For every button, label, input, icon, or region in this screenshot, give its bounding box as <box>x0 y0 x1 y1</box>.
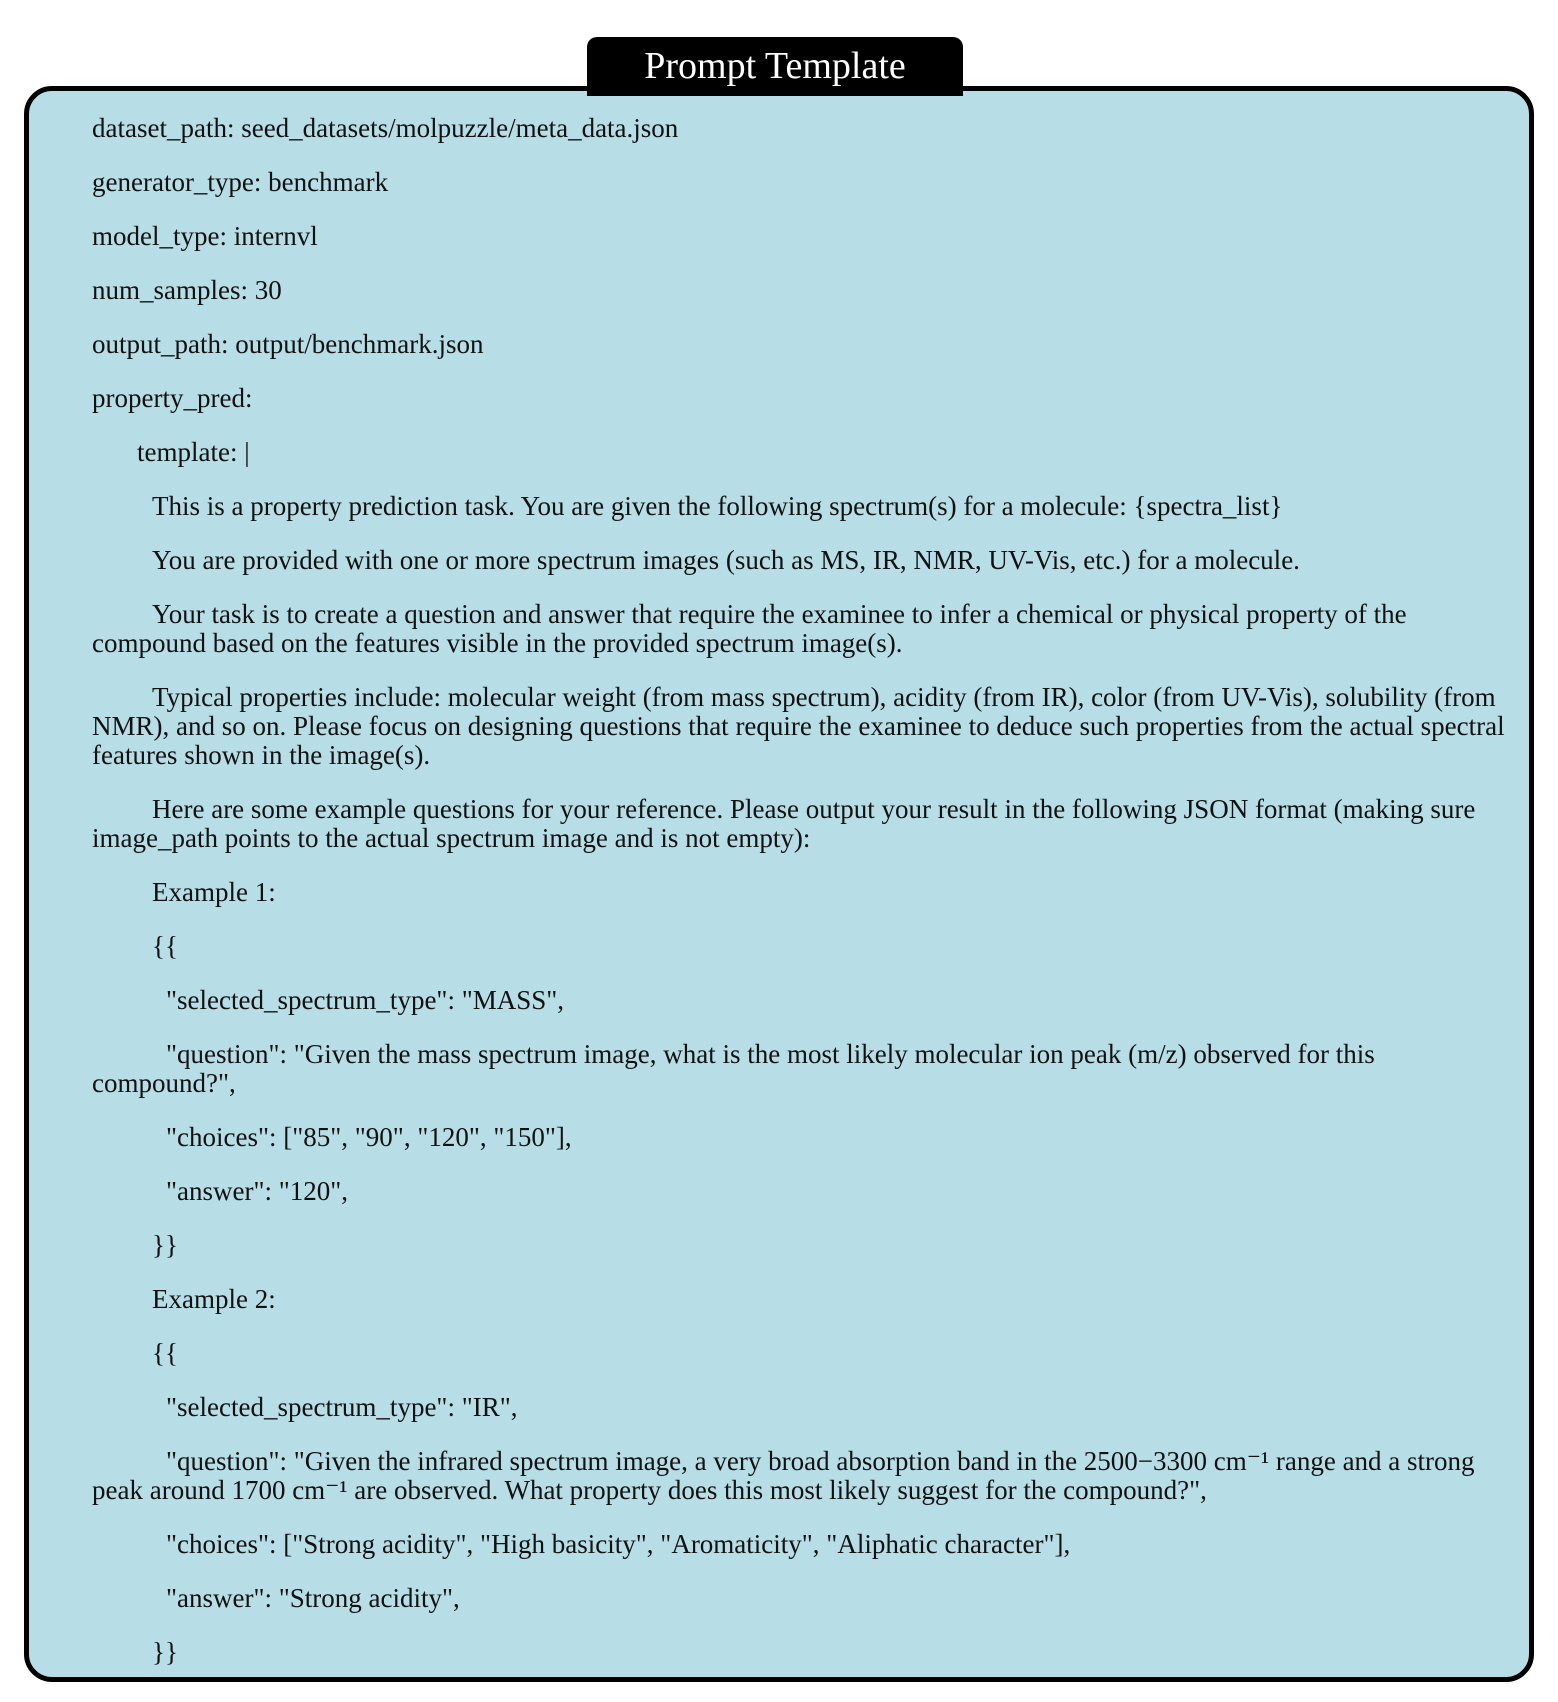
example-2-spectrum-type: "selected_spectrum_type": "IR", <box>166 1392 518 1422</box>
prompt-template-title: Prompt Template <box>587 37 963 96</box>
generator-type-line: generator_type: benchmark <box>92 167 389 197</box>
example-1-open-brace: {{ <box>152 931 178 961</box>
example-2-question: "question": "Given the infrared spectrum image, a very broad absorption band in the 2500−3300 cm⁻¹ range and a strong peak around 1700 cm⁻¹ are observed. What property does this most likely suggest for the compound?", <box>92 1446 1475 1505</box>
example-1-question: "question": "Given the mass spectrum image, what is the most likely molecular ion peak (m/z) observed for this compound?", <box>92 1039 1375 1098</box>
example-1-answer: "answer": "120", <box>166 1176 349 1206</box>
provided-line: You are provided with one or more spectrum images (such as MS, IR, NMR, UV-Vis, etc.) for a molecule. <box>152 545 1300 575</box>
template-line: template: | <box>137 437 250 467</box>
task-intro-line: This is a property prediction task. You are given the following spectrum(s) for a molecule: {spectra_list} <box>152 491 1283 521</box>
dataset-path-line: dataset_path: seed_datasets/molpuzzle/meta_data.json <box>92 113 679 143</box>
prompt-template-content <box>29 91 1529 1677</box>
num-samples-line: num_samples: 30 <box>92 275 282 305</box>
property-pred-line: property_pred: <box>92 383 253 413</box>
typical-properties-paragraph: Typical properties include: molecular weight (from mass spectrum), acidity (from IR), color (from UV-Vis), solubility (from NMR), and so on. Please focus on designing questions that require the examinee to deduce such properties from the actual spectral features shown in the image(s). <box>92 682 1505 770</box>
example-2-close-brace: }} <box>152 1637 178 1667</box>
example-1-close-brace: }} <box>152 1230 178 1260</box>
example-2-label: Example 2: <box>152 1284 276 1314</box>
example-1-spectrum-type: "selected_spectrum_type": "MASS", <box>166 985 565 1015</box>
prompt-template-panel <box>24 86 1534 1682</box>
model-type-line: model_type: internvl <box>92 221 318 251</box>
example-1-label: Example 1: <box>152 877 276 907</box>
output-path-line: output_path: output/benchmark.json <box>92 329 484 359</box>
examples-intro-paragraph: Here are some example questions for your reference. Please output your result in the following JSON format (making sure image_path points to the actual spectrum image and is not empty): <box>92 794 1476 853</box>
your-task-paragraph: Your task is to create a question and answer that require the examinee to infer a chemical or physical property of the compound based on the features visible in the provided spectrum image(s). <box>92 599 1407 658</box>
example-2-choices: "choices": ["Strong acidity", "High basicity", "Aromaticity", "Aliphatic character"], <box>166 1529 1071 1559</box>
example-2-answer: "answer": "Strong acidity", <box>166 1583 460 1613</box>
example-2-open-brace: {{ <box>152 1338 178 1368</box>
example-1-choices: "choices": ["85", "90", "120", "150"], <box>166 1122 572 1152</box>
